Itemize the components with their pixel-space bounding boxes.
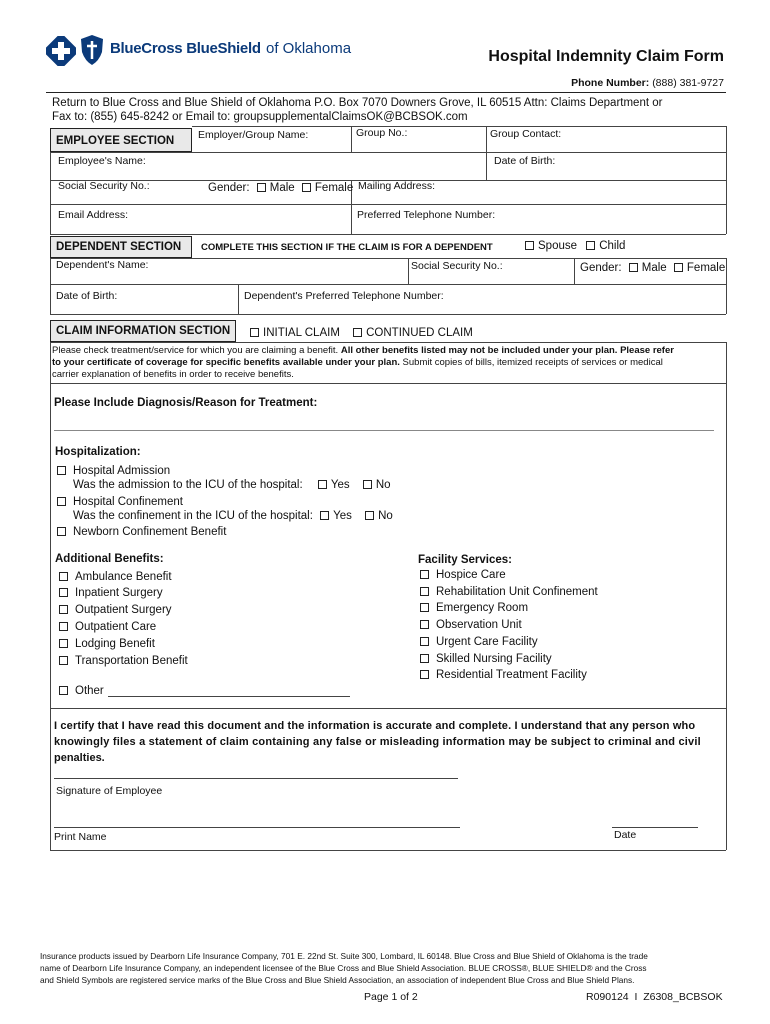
dep-div3 <box>238 284 239 314</box>
form-title: Hospital Indemnity Claim Form <box>488 48 724 65</box>
return-address: Return to Blue Cross and Blue Shield of Oklahoma P.O. Box 7070 Downers Grove, IL 60515 Attn: Claims Department or <box>52 97 663 109</box>
emp-left <box>50 152 51 234</box>
emp-right <box>726 126 727 234</box>
inpatient-surgery-checkbox[interactable] <box>59 588 68 597</box>
facility-services-title: Facility Services: <box>418 554 512 566</box>
hospitalization-title: Hospitalization: <box>55 446 141 458</box>
emp-row2 <box>50 152 726 153</box>
print-name-input-line[interactable] <box>54 827 460 828</box>
fax-email: Fax to: (855) 645-8242 or Email to: groupsupplementalClaimsOK@BCBSOK.com <box>52 111 468 123</box>
dep-row1 <box>50 258 726 259</box>
additional-benefit-item: Transportation Benefit <box>59 655 188 667</box>
additional-benefit-item: Lodging Benefit <box>59 638 155 650</box>
employee-section-header: EMPLOYEE SECTION <box>50 128 192 152</box>
group-contact-field[interactable]: Group Contact: <box>490 128 562 140</box>
hospital-admission-item: Hospital Admission <box>57 465 170 477</box>
ambulance-benefit-checkbox[interactable] <box>59 572 68 581</box>
dependent-gender: Gender: Male Female <box>580 262 726 274</box>
dependent-phone-field[interactable]: Dependent's Preferred Telephone Number: <box>244 290 444 302</box>
group-no-field[interactable]: Group No.: <box>356 127 408 139</box>
emergency-room-checkbox[interactable] <box>420 603 429 612</box>
employer-name-field[interactable]: Employer/Group Name: <box>198 129 309 141</box>
admission-icu-question: Was the admission to the ICU of the hospital: Yes No <box>73 479 391 491</box>
dep-right <box>726 258 727 314</box>
emp-top <box>192 126 726 127</box>
dep-row2 <box>50 284 726 285</box>
skilled-nursing-checkbox[interactable] <box>420 654 429 663</box>
child-checkbox[interactable] <box>586 241 595 250</box>
additional-benefit-item: Outpatient Surgery <box>59 604 172 616</box>
facility-item: Skilled Nursing Facility <box>420 653 552 665</box>
employee-male-checkbox[interactable] <box>257 183 266 192</box>
additional-benefit-item: Outpatient Care <box>59 621 156 633</box>
logo <box>46 34 356 68</box>
confinement-icu-no-checkbox[interactable] <box>365 511 374 520</box>
emp-div1 <box>351 126 352 152</box>
other-benefit-item: Other <box>59 685 104 697</box>
hospital-confinement-checkbox[interactable] <box>57 497 66 506</box>
claim-type: INITIAL CLAIM CONTINUED CLAIM <box>250 327 473 339</box>
dependent-instruction: COMPLETE THIS SECTION IF THE CLAIM IS FOR A DEPENDENT <box>201 242 493 253</box>
brand-name: BlueCross BlueShield <box>110 40 261 57</box>
outpatient-surgery-checkbox[interactable] <box>59 605 68 614</box>
form-code: R090124 I Z6308_BCBSOK <box>586 991 723 1003</box>
urgent-care-checkbox[interactable] <box>420 637 429 646</box>
mailing-address-field[interactable]: Mailing Address: <box>358 180 436 192</box>
dep-div1 <box>408 258 409 284</box>
additional-benefit-item: Ambulance Benefit <box>59 571 172 583</box>
observation-unit-checkbox[interactable] <box>420 620 429 629</box>
brand-suffix: of Oklahoma <box>266 40 352 57</box>
claim-right <box>726 342 727 850</box>
confinement-icu-yes-checkbox[interactable] <box>320 511 329 520</box>
employee-dob-field[interactable]: Date of Birth: <box>494 155 556 167</box>
facility-item: Emergency Room <box>420 602 528 614</box>
header-rule <box>46 92 726 93</box>
confinement-icu-question: Was the confinement in the ICU of the hospital: Yes No <box>73 510 393 522</box>
hospital-admission-checkbox[interactable] <box>57 466 66 475</box>
dep-left <box>50 258 51 314</box>
dep-bottom <box>50 314 726 315</box>
page-number: Page 1 of 2 <box>364 991 418 1003</box>
admission-icu-yes-checkbox[interactable] <box>318 480 327 489</box>
admission-icu-no-checkbox[interactable] <box>363 480 372 489</box>
facility-item: Observation Unit <box>420 619 522 631</box>
continued-claim-checkbox[interactable] <box>353 328 362 337</box>
claim-top <box>50 342 726 343</box>
hospice-care-checkbox[interactable] <box>420 570 429 579</box>
employee-name-field[interactable]: Employee's Name: <box>58 155 146 167</box>
additional-benefit-item: Inpatient Surgery <box>59 587 163 599</box>
facility-item: Hospice Care <box>420 569 506 581</box>
signature-label: Signature of Employee <box>56 785 163 797</box>
facility-item: Rehabilitation Unit Confinement <box>420 586 598 598</box>
employee-gender: Gender: Male Female <box>208 182 354 194</box>
transportation-benefit-checkbox[interactable] <box>59 656 68 665</box>
facility-item: Residential Treatment Facility <box>420 669 587 681</box>
additional-benefits-title: Additional Benefits: <box>55 553 164 565</box>
diagnosis-label: Please Include Diagnosis/Reason for Treatment: <box>54 397 318 409</box>
dep-div2 <box>574 258 575 284</box>
date-input-line[interactable] <box>612 827 698 828</box>
emp-row4 <box>50 204 726 205</box>
date-label: Date <box>614 829 637 841</box>
dependent-dob-field[interactable]: Date of Birth: <box>56 290 118 302</box>
certification-text: I certify that I have read this document and the information is accurate and complete. I understand that any person who knowingly files a statement of claim containing any false or misleading information may be subject to criminal and civil penalties. <box>54 720 701 764</box>
facility-item: Urgent Care Facility <box>420 636 538 648</box>
residential-treatment-checkbox[interactable] <box>420 670 429 679</box>
email-address-field[interactable]: Email Address: <box>58 209 129 221</box>
dependent-female-checkbox[interactable] <box>674 263 683 272</box>
employee-female-checkbox[interactable] <box>302 183 311 192</box>
signature-input-line[interactable] <box>54 778 458 779</box>
claim-left <box>50 342 51 850</box>
claim-instructions: Please check treatment/service for which you are claiming a benefit. All other benefits listed may not be included under your plan. Please refer to your certificate of coverage for specific benefits available under your plan. Submit copies of bills, itemized receipts of services or medical carrier explanation of benefits in order to receive benefits. <box>52 345 674 380</box>
outpatient-care-checkbox[interactable] <box>59 622 68 631</box>
lodging-benefit-checkbox[interactable] <box>59 639 68 648</box>
claim-instr-bottom <box>50 383 726 384</box>
dependent-name-field[interactable]: Dependent's Name: <box>56 259 149 271</box>
phone-number: Phone Number: (888) 381-9727 <box>571 77 724 89</box>
emp-div2 <box>486 126 487 180</box>
blue-cross-icon <box>46 36 76 66</box>
newborn-confinement-item: Newborn Confinement Benefit <box>57 526 226 538</box>
other-benefit-checkbox[interactable] <box>59 686 68 695</box>
dependent-male-checkbox[interactable] <box>629 263 638 272</box>
emp-bottom <box>50 234 726 235</box>
diagnosis-input-line[interactable] <box>54 430 714 431</box>
other-benefit-input-line[interactable] <box>108 696 350 697</box>
blue-shield-icon <box>79 34 105 66</box>
hospital-confinement-item: Hospital Confinement <box>57 496 183 508</box>
dependent-section-header: DEPENDENT SECTION <box>50 236 192 258</box>
dependent-ssn-field[interactable]: Social Security No.: <box>411 260 503 272</box>
initial-claim-checkbox[interactable] <box>250 328 259 337</box>
rehabilitation-checkbox[interactable] <box>420 587 429 596</box>
preferred-phone-field[interactable]: Preferred Telephone Number: <box>357 209 496 221</box>
certify-top <box>50 708 726 709</box>
employee-ssn-field[interactable]: Social Security No.: <box>58 180 150 192</box>
dependent-relationship: Spouse Child <box>525 240 625 252</box>
footer-disclaimer: Insurance products issued by Dearborn Life Insurance Company, 701 E. 22nd St. Suite 300, Lombard, IL 60148. Blue Cross and Blue Shield of Oklahoma is the trade name of Dearborn Life Insurance Company, an independent licensee of the Blue Cross and Blue Shield Association. BLUE CROSS®, BLUE SHIELD® and the Cross and Shield Symbols are registered service marks of the Blue Cross and Blue Shield Association, an association of independent Blue Cross and Blue Shield Plans. <box>40 951 648 985</box>
claim-section-header: CLAIM INFORMATION SECTION <box>50 320 236 342</box>
claim-bottom <box>50 850 726 851</box>
spouse-checkbox[interactable] <box>525 241 534 250</box>
print-name-label: Print Name <box>54 831 107 843</box>
newborn-confinement-checkbox[interactable] <box>57 527 66 536</box>
